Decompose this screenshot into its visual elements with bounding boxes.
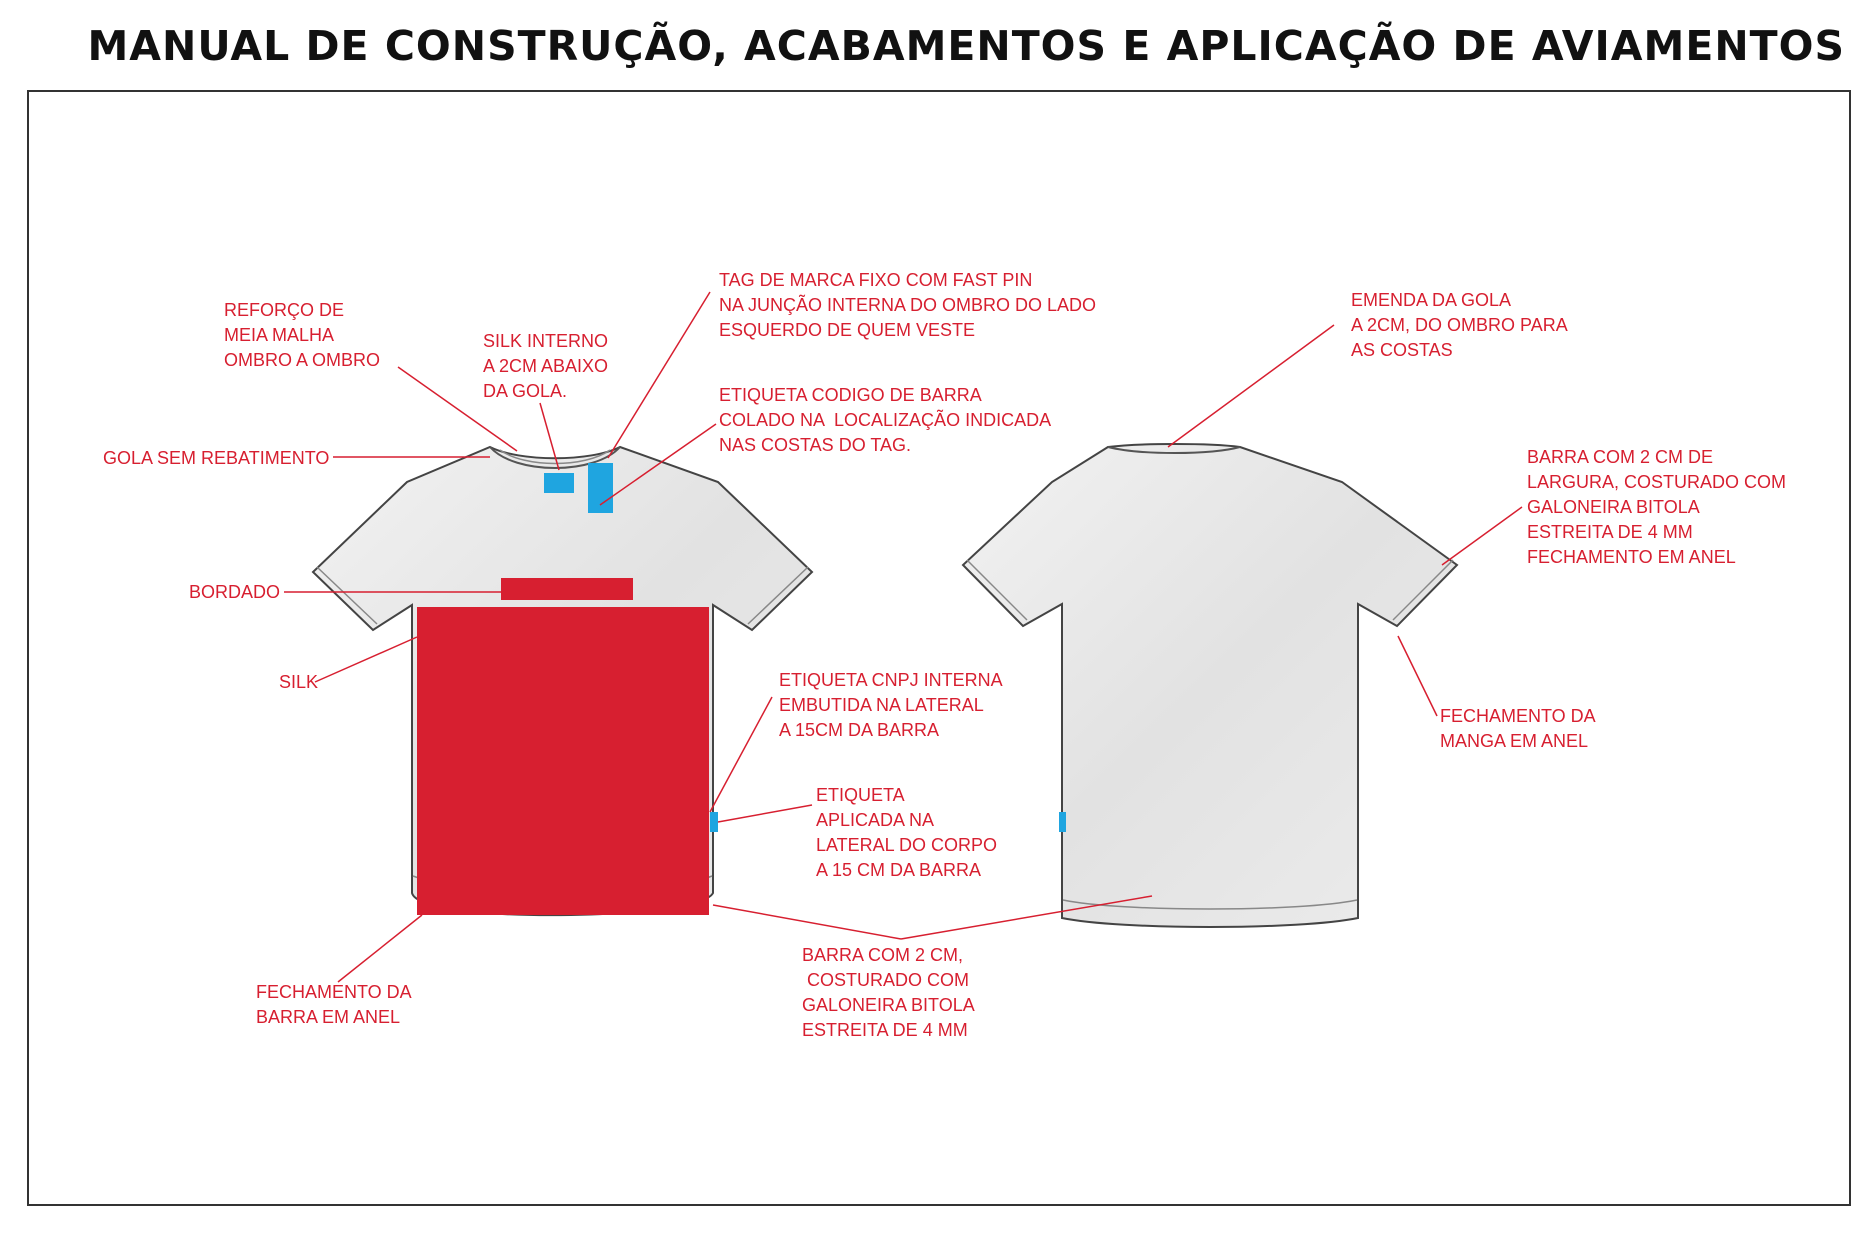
- page-title: MANUAL DE CONSTRUÇÃO, ACABAMENTOS E APLICAÇÃO DE AVIAMENTOS: [87, 22, 1845, 70]
- leader-tag-marca: [608, 292, 710, 458]
- label-gola: GOLA SEM REBATIMENTO: [103, 448, 330, 468]
- label-barra: BARRA COM 2 CM, COSTURADO COM GALONEIRA BITOLA ESTREITA DE 4 MM: [802, 945, 975, 1040]
- leader-silk: [315, 637, 417, 682]
- label-barra-manga: BARRA COM 2 CM DE LARGURA, COSTURADO COM GALONEIRA BITOLA ESTREITA DE 4 MM FECHAMENTO EM ANEL: [1527, 447, 1787, 567]
- leader-fechamento-manga: [1398, 636, 1437, 716]
- leader-fechamento-barra: [338, 915, 422, 982]
- silk-interno-tag: [544, 473, 574, 493]
- bordado-mark: [501, 578, 633, 600]
- label-reforco: REFORÇO DE MEIA MALHA OMBRO A OMBRO: [224, 300, 381, 370]
- leader-emenda: [1168, 325, 1334, 447]
- label-silk: SILK: [279, 672, 319, 692]
- label-etiqueta-codigo: ETIQUETA CODIGO DE BARRA COLADO NA LOCALIZAÇÃO INDICADA NAS COSTAS DO TAG.: [719, 385, 1052, 455]
- label-fechamento-manga: FECHAMENTO DA MANGA EM ANEL: [1440, 706, 1596, 751]
- label-silk-interno: SILK INTERNO A 2CM ABAIXO DA GOLA.: [483, 331, 609, 401]
- leader-barra-manga: [1442, 507, 1522, 565]
- silk-print: [417, 607, 709, 915]
- leader-cnpj: [710, 697, 772, 812]
- label-etiqueta-cnpj: ETIQUETA CNPJ INTERNA EMBUTIDA NA LATERAL A 15CM DA BARRA: [779, 670, 1003, 740]
- back-shirt-body: [963, 444, 1457, 927]
- leader-etiqueta-lateral: [718, 805, 812, 822]
- leader-barra-front: [713, 905, 901, 939]
- back-tshirt: [963, 444, 1457, 927]
- side-label-front: [710, 812, 718, 832]
- label-tag-marca: TAG DE MARCA FIXO COM FAST PIN NA JUNÇÃO INTERNA DO OMBRO DO LADO ESQUERDO DE QUEM VESTE: [719, 270, 1097, 340]
- label-bordado: BORDADO: [189, 582, 281, 602]
- side-label-back: [1059, 812, 1066, 832]
- label-etiqueta-lateral: ETIQUETA APLICADA NA LATERAL DO CORPO A 15 CM DA BARRA: [816, 785, 998, 880]
- label-fechamento-barra: FECHAMENTO DA BARRA EM ANEL: [256, 982, 412, 1027]
- label-emenda: EMENDA DA GOLA A 2CM, DO OMBRO PARA AS COSTAS: [1351, 290, 1568, 360]
- front-tshirt: [313, 447, 812, 915]
